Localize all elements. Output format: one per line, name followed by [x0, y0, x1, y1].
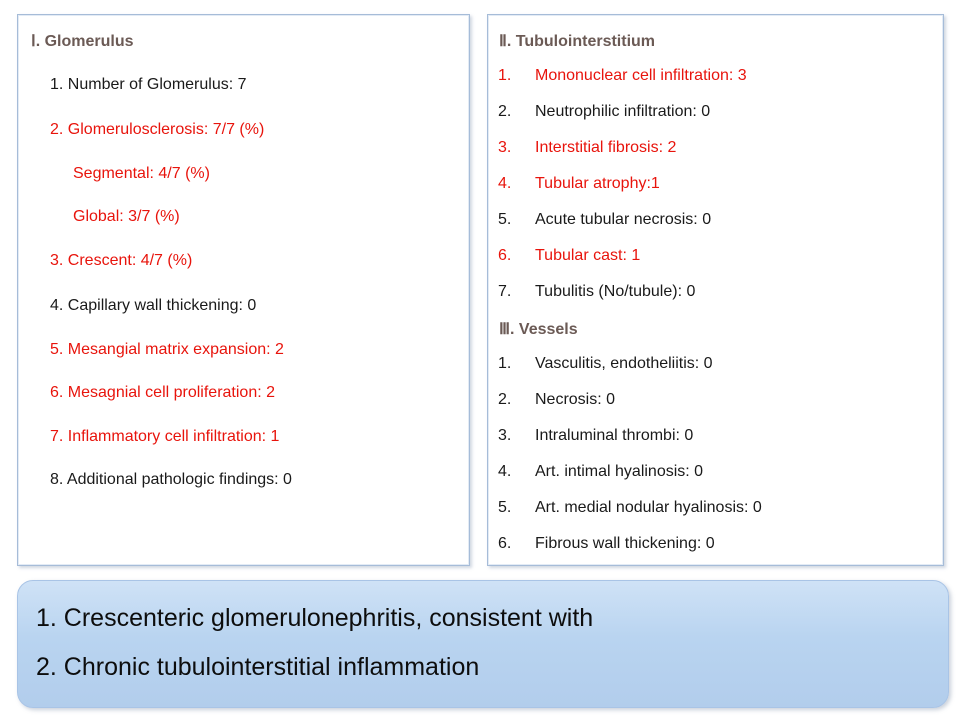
tubulointerstitium-item-7: 7. Tubulitis (No/tubule): 0 — [498, 283, 696, 300]
vessels-item-5: 5. Art. medial nodular hyalinosis: 0 — [498, 499, 762, 516]
glomerulus-item-4: 4. Capillary wall thickening: 0 — [50, 297, 257, 314]
diagnosis-line-2: 2. Chronic tubulointerstitial inflammation — [36, 653, 480, 681]
tubulointerstitium-item-4: 4. Tubular atrophy:1 — [498, 175, 660, 192]
glomerulus-item-7: 7. Inflammatory cell infiltration: 1 — [50, 428, 280, 445]
glomerulus-item-6: 6. Mesagnial cell proliferation: 2 — [50, 384, 276, 401]
glomerulus-item-2-global: Global: 3/7 (%) — [73, 208, 180, 225]
tubulointerstitium-item-5: 5. Acute tubular necrosis: 0 — [498, 211, 712, 228]
glomerulus-item-2: 2. Glomerulosclerosis: 7/7 (%) — [50, 121, 265, 138]
vessels-item-3: 3. Intraluminal thrombi: 0 — [498, 427, 694, 444]
diagnosis-line-1: 1. Crescenteric glomerulonephritis, consistent with — [36, 604, 594, 632]
glomerulus-item-8: 8. Additional pathologic findings: 0 — [50, 471, 292, 488]
glomerulus-item-2-segmental: Segmental: 4/7 (%) — [73, 165, 210, 182]
tubulointerstitium-item-3: 3. Interstitial fibrosis: 2 — [498, 139, 677, 156]
tubulointerstitium-section-title: Ⅱ. Tubulointerstitium — [499, 33, 656, 50]
vessels-section-title: Ⅲ. Vessels — [499, 321, 578, 338]
glomerulus-item-3: 3. Crescent: 4/7 (%) — [50, 252, 193, 269]
vessels-item-6: 6. Fibrous wall thickening: 0 — [498, 535, 715, 552]
diagnosis-summary-box — [17, 580, 949, 708]
vessels-item-2: 2. Necrosis: 0 — [498, 391, 616, 408]
vessels-item-1: 1. Vasculitis, endotheliitis: 0 — [498, 355, 713, 372]
glomerulus-panel — [17, 14, 470, 566]
tubulointerstitium-item-2: 2. Neutrophilic infiltration: 0 — [498, 103, 711, 120]
tubulointerstitium-vessels-panel — [487, 14, 944, 566]
glomerulus-section-title: Ⅰ. Glomerulus — [31, 33, 134, 50]
vessels-item-4: 4. Art. intimal hyalinosis: 0 — [498, 463, 704, 480]
tubulointerstitium-item-1: 1. Mononuclear cell infiltration: 3 — [498, 67, 747, 84]
tubulointerstitium-item-6: 6. Tubular cast: 1 — [498, 247, 641, 264]
glomerulus-item-1: 1. Number of Glomerulus: 7 — [50, 76, 247, 93]
glomerulus-item-5: 5. Mesangial matrix expansion: 2 — [50, 341, 284, 358]
